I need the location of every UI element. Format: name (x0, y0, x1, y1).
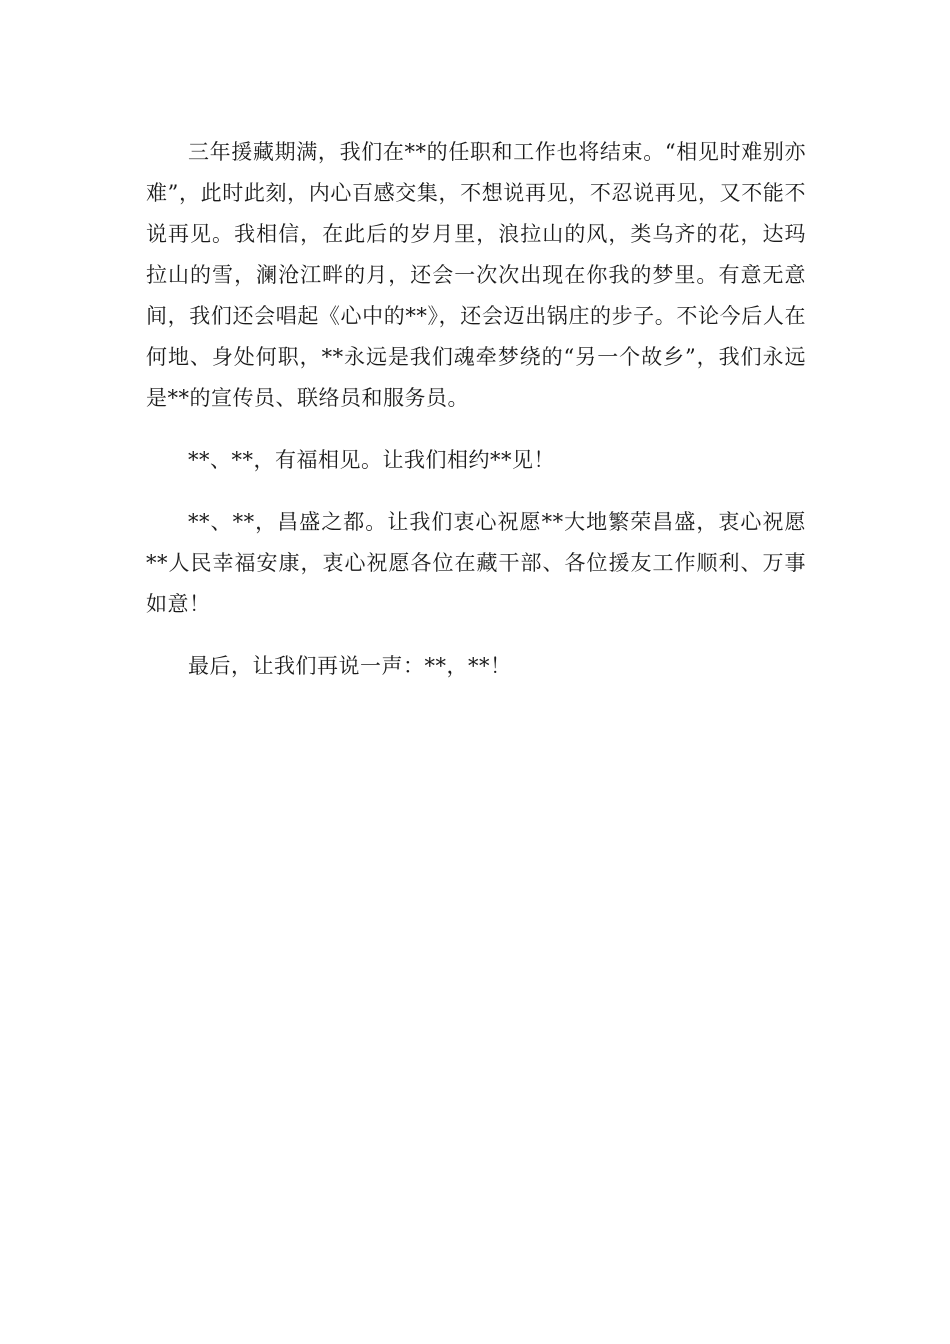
paragraph-blessings: **、**，昌盛之都。让我们衷心祝愿**大地繁荣昌盛，衷心祝愿**人民幸福安康，衷心祝愿各位在藏干部、各位援友工作顺利、万事如意！ (146, 510, 806, 616)
paragraph-spacer (146, 419, 806, 440)
paragraph-farewell: 三年援藏期满，我们在**的任职和工作也将结束。“相见时难别亦难”，此时此刻，内心百感交集，不想说再见，不忍说再见，又不能不说再见。我相信，在此后的岁月里，浪拉山的风，类乌齐的花，达玛拉山的雪，澜沧江畔的月，还会一次次出现在你我的梦里。有意无意间，我们还会唱起《心中的**》，还会迈出锅庄的步子。不论今后人在何地、身处何职，**永远是我们魂牵梦绕的“另一个故乡”，我们永远是**的宣传员、联络员和服务员。 (146, 140, 806, 410)
paragraph-closing: 最后，让我们再说一声：**，**！ (188, 654, 512, 678)
document-body (146, 132, 806, 687)
paragraph-spacer (146, 481, 806, 502)
paragraph-meet-again: **、**，有福相见。让我们相约**见！ (188, 448, 555, 472)
paragraph-spacer (146, 625, 806, 646)
